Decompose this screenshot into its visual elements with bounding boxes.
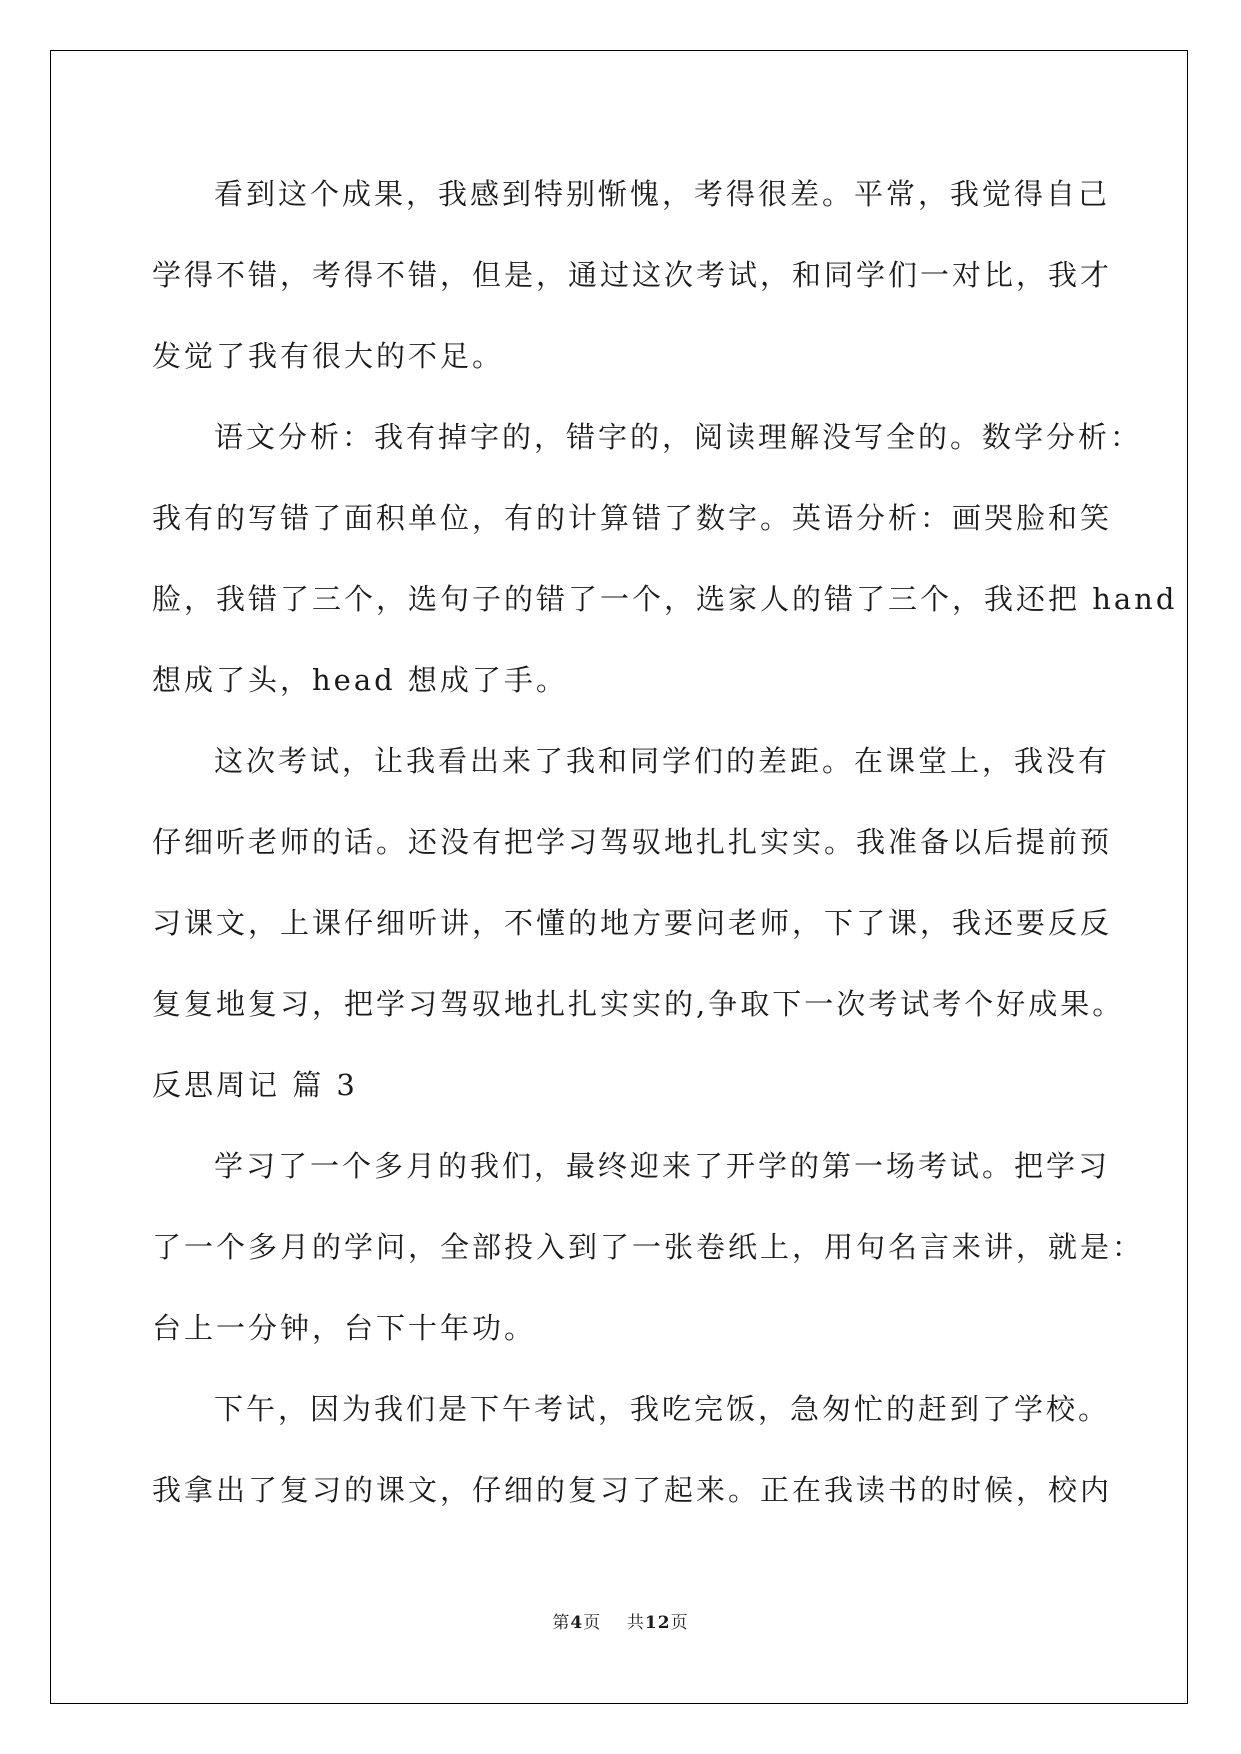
footer-page-word: 页 [583, 1613, 602, 1633]
paragraph-line: 仔细听老师的话。还没有把学习驾驭地扎扎实实。我准备以后提前预 [152, 825, 1113, 859]
paragraph-line: 下午，因为我们是下午考试，我吃完饭，急匆忙的赶到了学校。 [214, 1392, 1111, 1426]
paragraph-line: 了一个多月的学问，全部投入到了一张卷纸上，用句名言来讲，就是： [152, 1230, 1145, 1264]
paragraph-line: 习课文，上课仔细听讲，不懂的地方要问老师，下了课，我还要反反 [152, 906, 1113, 940]
page-footer [0, 1608, 1241, 1633]
paragraph-line: 看到这个成果，我感到特别惭愧，考得很差。平常，我觉得自己 [214, 177, 1111, 211]
paragraph-line: 语文分析：我有掉字的，错字的，阅读理解没写全的。数学分析： [214, 420, 1143, 454]
current-page-number: 4 [570, 1613, 584, 1633]
paragraph-line: 我拿出了复习的课文，仔细的复习了起来。正在我读书的时候，校内 [152, 1473, 1113, 1507]
document-body [152, 154, 1178, 1531]
paragraph-line: 学得不错，考得不错，但是，通过这次考试，和同学们一对比，我才 [152, 258, 1113, 292]
paragraph-line: 复复地复习，把学习驾驭地扎扎实实的,争取下一次考试考个好成果。 [152, 987, 1125, 1021]
footer-prefix: 第 [552, 1613, 571, 1633]
paragraph-line: 我有的写错了面积单位，有的计算错了数字。英语分析：画哭脸和笑 [152, 501, 1113, 535]
paragraph-line: 脸，我错了三个，选句子的错了一个，选家人的错了三个，我还把 hand [152, 582, 1178, 616]
footer-total-suffix: 页 [670, 1613, 689, 1633]
paragraph-line: 这次考试，让我看出来了我和同学们的差距。在课堂上，我没有 [214, 744, 1111, 778]
total-pages-number: 12 [644, 1613, 671, 1633]
section-heading: 反思周记 篇 3 [152, 1068, 358, 1102]
paragraph-line: 学习了一个多月的我们，最终迎来了开学的第一场考试。把学习 [214, 1149, 1111, 1183]
paragraph-line: 想成了头，head 想成了手。 [152, 663, 568, 697]
paragraph-line: 台上一分钟，台下十年功。 [152, 1311, 537, 1345]
footer-total-prefix: 共 [626, 1613, 645, 1633]
paragraph-line: 发觉了我有很大的不足。 [152, 339, 505, 373]
